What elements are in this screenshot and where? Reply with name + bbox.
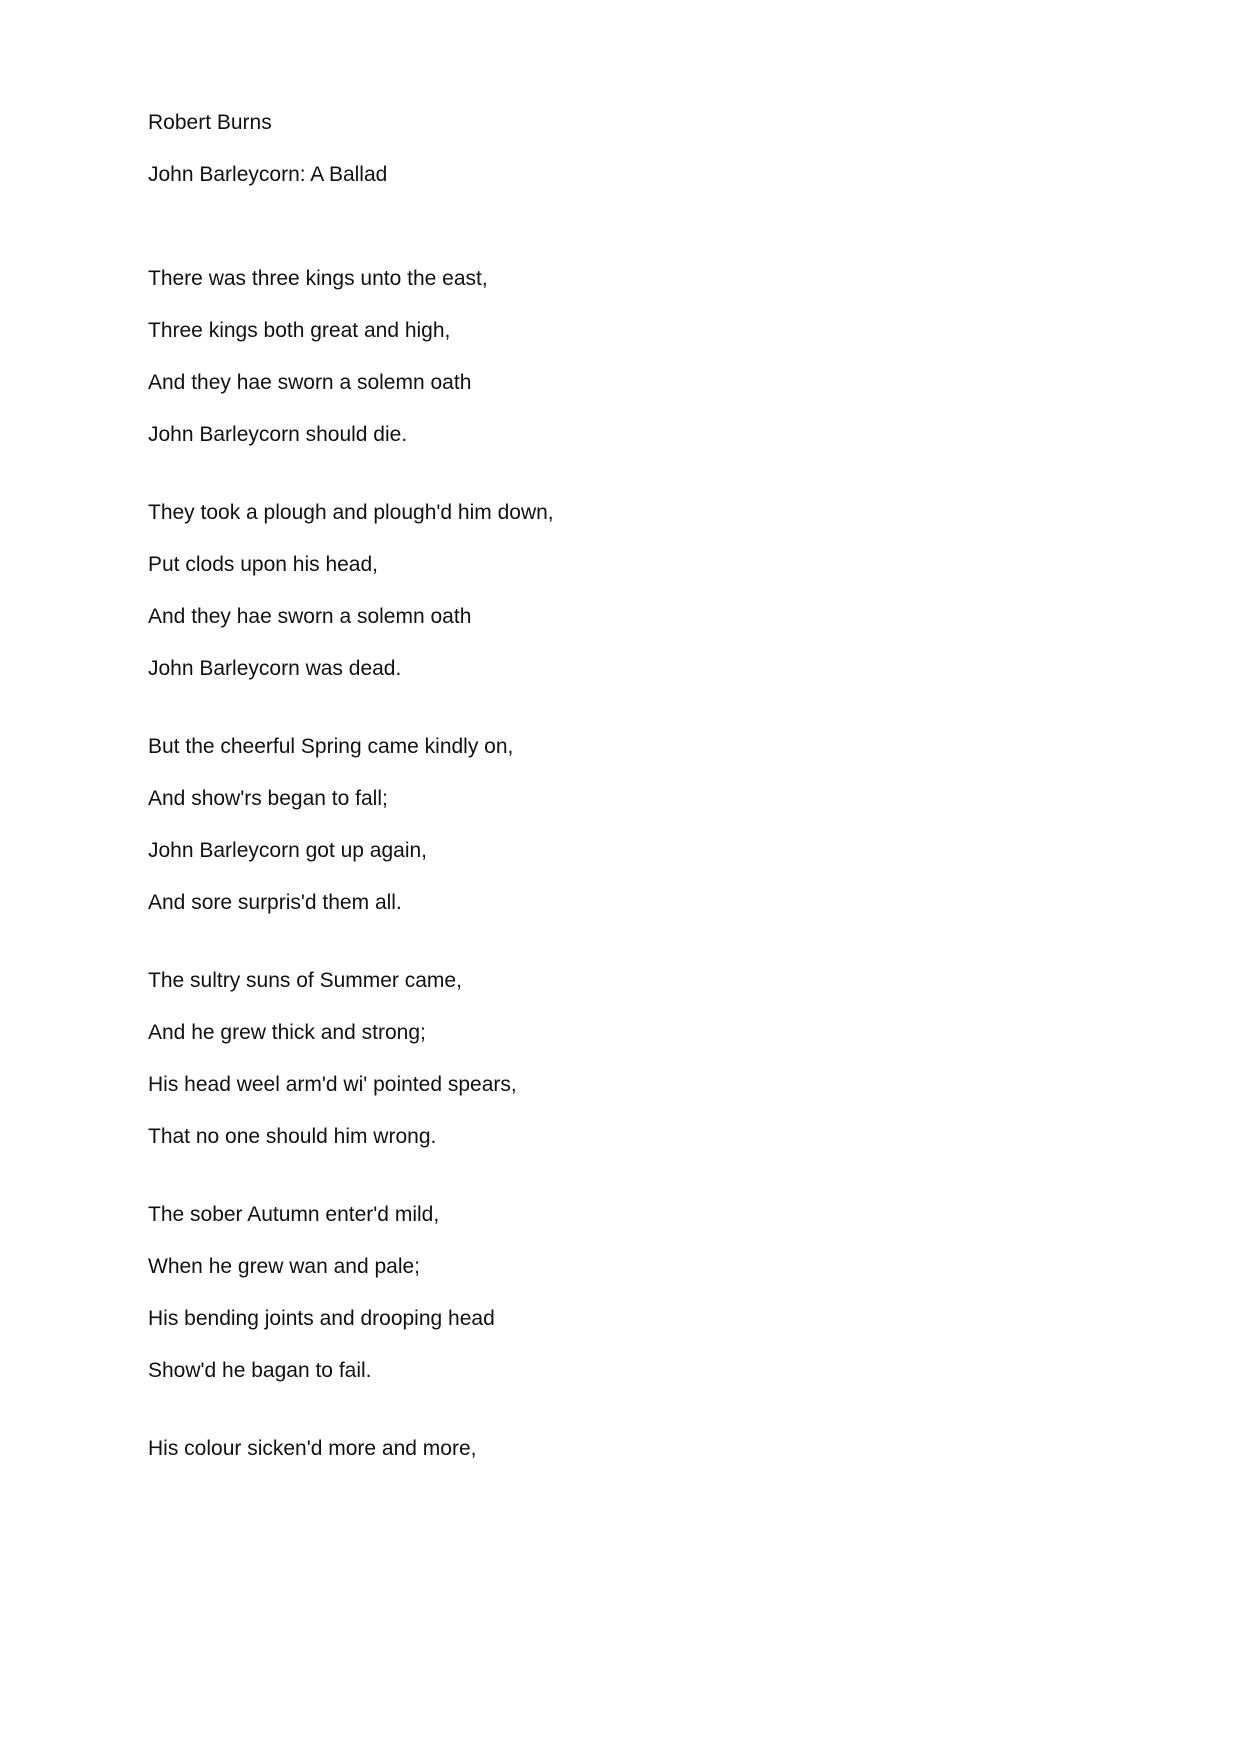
poem-line: But the cheerful Spring came kindly on, — [148, 735, 514, 758]
poem-line: And show'rs began to fall; — [148, 787, 388, 810]
poem-line: They took a plough and plough'd him down, — [148, 501, 554, 524]
poem-line: And they hae sworn a solemn oath — [148, 605, 472, 628]
poem-line: John Barleycorn was dead. — [148, 657, 402, 680]
poem-header — [148, 110, 1108, 188]
stanza-5 — [148, 1202, 1108, 1384]
poem-title: John Barleycorn: A Ballad — [148, 163, 388, 186]
poem-line: His head weel arm'd wi' pointed spears, — [148, 1073, 517, 1096]
poem-line: John Barleycorn should die. — [148, 423, 408, 446]
poem-line: There was three kings unto the east, — [148, 267, 488, 290]
poem-line: That no one should him wrong. — [148, 1125, 437, 1148]
poem-line: The sober Autumn enter'd mild, — [148, 1203, 440, 1226]
document-body — [148, 110, 1108, 1514]
stanza-1 — [148, 266, 1108, 448]
poem-line: And he grew thick and strong; — [148, 1021, 426, 1044]
poem-line: His colour sicken'd more and more, — [148, 1437, 477, 1460]
stanza-2 — [148, 500, 1108, 682]
poem-line: And they hae sworn a solemn oath — [148, 371, 472, 394]
author-name: Robert Burns — [148, 111, 272, 134]
poem-line: Three kings both great and high, — [148, 319, 451, 342]
stanza-3 — [148, 734, 1108, 916]
poem-line: The sultry suns of Summer came, — [148, 969, 462, 992]
poem-line: His bending joints and drooping head — [148, 1307, 495, 1330]
poem-line: Show'd he bagan to fail. — [148, 1359, 372, 1382]
stanza-4 — [148, 968, 1108, 1150]
stanza-6 — [148, 1436, 1108, 1462]
poem-line: Put clods upon his head, — [148, 553, 378, 576]
poem-line: When he grew wan and pale; — [148, 1255, 421, 1278]
poem-line: John Barleycorn got up again, — [148, 839, 428, 862]
poem-line: And sore surpris'd them all. — [148, 891, 402, 914]
